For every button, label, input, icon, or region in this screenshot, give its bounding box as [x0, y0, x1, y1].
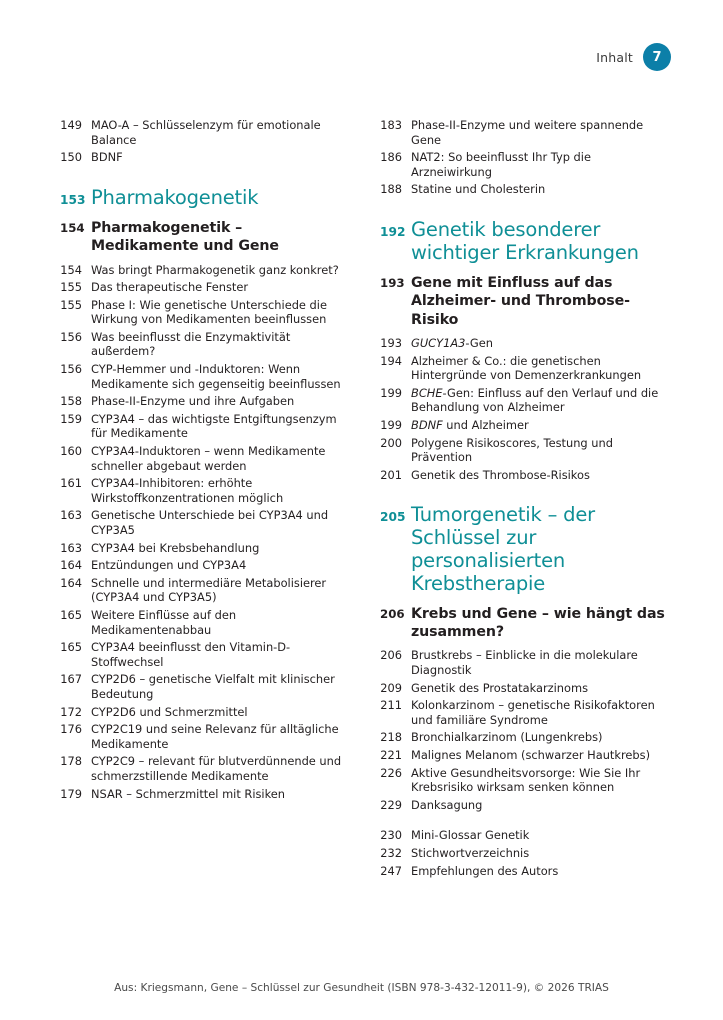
toc-entry-title: Genetik des Prostatakarzinoms	[411, 680, 589, 695]
toc-entry[interactable]	[380, 798, 670, 813]
toc-entry-title: Phase-II-Enzyme und weitere spannende Gene	[411, 118, 644, 147]
toc-entry-page-number: 155	[60, 280, 82, 295]
toc-entry[interactable]	[380, 436, 670, 465]
toc-entry-title: Entzündungen und CYP3A4	[91, 558, 247, 573]
toc-entry[interactable]	[380, 846, 670, 861]
toc-entry[interactable]	[380, 118, 670, 147]
toc-entry-title: Statine und Cholesterin	[411, 182, 546, 197]
toc-entry-page-number: 153	[60, 192, 86, 207]
toc-entry-title: CYP3A4 – das wichtigste Entgiftungsenzym für Medikamente	[91, 411, 337, 441]
toc-columns	[60, 118, 670, 881]
toc-entry-page-number: 226	[380, 765, 402, 780]
toc-entry-title: Stichwortverzeichnis	[411, 845, 530, 860]
toc-entry-title: CYP2D6 – genetische Vielfalt mit klinischer Bedeutung	[91, 672, 335, 701]
toc-entry-page-number: 200	[380, 435, 402, 450]
toc-entry-title: CYP2C19 und seine Relevanz für alltägliche Medikamente	[91, 722, 339, 751]
toc-entry-title: Aktive Gesundheitsvorsorge: Wie Sie Ihr Krebsrisiko wirksam senken können	[411, 765, 641, 795]
toc-entry[interactable]	[60, 722, 350, 751]
toc-entry-title: Gene mit Einfluss auf das Alzheimer- und Thrombose-Risiko	[411, 274, 630, 328]
toc-entry-title: CYP3A4 beeinflusst den Vitamin-D-Stoffwechsel	[91, 640, 291, 669]
toc-entry[interactable]	[380, 748, 670, 763]
toc-entry-title: Phase-II-Enzyme und ihre Aufgaben	[91, 394, 295, 409]
page-footer: Aus: Kriegsmann, Gene – Schlüssel zur Gesundheit (ISBN 978-3-432-12011-9), © 2026 TRIAS	[114, 982, 609, 994]
toc-entry-page-number: 167	[60, 672, 82, 687]
toc-entry[interactable]	[60, 444, 350, 473]
toc-chapter-entry[interactable]	[60, 187, 350, 210]
page-header	[596, 43, 671, 71]
toc-column-left	[60, 118, 350, 881]
toc-entry-title: Genetische Unterschiede bei CYP3A4 und CYP3A5	[91, 508, 329, 537]
toc-entry-page-number: 178	[60, 754, 82, 769]
toc-entry-title: Was bringt Pharmakogenetik ganz konkret?	[91, 262, 339, 277]
toc-entry-page-number: 232	[380, 845, 402, 860]
toc-entry-page-number: 193	[380, 335, 402, 350]
toc-entry-title: Bronchialkarzinom (Lungenkrebs)	[411, 730, 603, 745]
toc-entry-page-number: 156	[60, 329, 82, 344]
toc-entry[interactable]	[60, 263, 350, 278]
toc-entry-title: Krebs und Gene – wie hängt das zusammen?	[411, 605, 665, 640]
toc-entry-page-number: 247	[380, 863, 402, 878]
toc-entry-title: CYP3A4 bei Krebsbehandlung	[91, 540, 260, 555]
toc-entry[interactable]	[60, 608, 350, 637]
toc-column-right	[380, 118, 670, 881]
toc-entry-title: Phase I: Wie genetische Unterschiede die Wirkung von Medikamenten beeinflussen	[91, 297, 327, 327]
toc-entry-title: GUCY1A3-Gen	[411, 335, 493, 350]
toc-entry-title: Empfehlungen des Autors	[411, 863, 559, 878]
toc-entry[interactable]	[60, 330, 350, 359]
toc-chapter-entry[interactable]	[380, 504, 670, 595]
toc-entry[interactable]	[380, 336, 670, 351]
toc-entry-page-number: 205	[380, 510, 406, 525]
toc-entry-page-number: 199	[380, 417, 402, 432]
toc-entry-title: MAO-A – Schlüsselenzym für emotionale Balance	[91, 118, 321, 147]
toc-entry-page-number: 155	[60, 297, 82, 312]
toc-entry-page-number: 164	[60, 558, 82, 573]
toc-entry-title: Pharmakogenetik	[91, 185, 259, 209]
toc-entry-page-number: 188	[380, 182, 402, 197]
toc-entry-page-number: 165	[60, 640, 82, 655]
toc-chapter-entry[interactable]	[380, 219, 670, 265]
toc-section-entry[interactable]	[380, 605, 670, 642]
toc-entry[interactable]	[380, 828, 670, 843]
toc-entry-title: Pharmakogenetik – Medikamente und Gene	[91, 219, 279, 255]
toc-entry-title: CYP3A4-Inhibitoren: erhöhte Wirkstoffkonzentrationen möglich	[91, 476, 284, 505]
toc-entry[interactable]	[60, 476, 350, 505]
toc-entry-title: Schnelle und intermediäre Metabolisierer (CYP3A4 und CYP3A5)	[91, 575, 327, 605]
toc-entry[interactable]	[380, 766, 670, 795]
toc-entry-page-number: 201	[380, 467, 402, 482]
toc-entry-page-number: 199	[380, 385, 402, 400]
toc-entry-page-number: 164	[60, 575, 82, 590]
toc-entry-page-number: 211	[380, 698, 402, 713]
toc-entry[interactable]	[60, 705, 350, 720]
toc-entry-page-number: 229	[380, 797, 402, 812]
toc-entry[interactable]	[60, 672, 350, 701]
toc-entry-page-number: 149	[60, 118, 82, 132]
toc-entry[interactable]	[380, 468, 670, 483]
page-number-badge: 7	[643, 43, 671, 71]
toc-entry-title: Weitere Einflüsse auf den Medikamentenabbau	[91, 607, 237, 637]
toc-entry[interactable]	[60, 412, 350, 441]
toc-entry-page-number: 156	[60, 362, 82, 377]
toc-entry[interactable]	[380, 354, 670, 383]
toc-entry-page-number: 154	[60, 220, 85, 235]
toc-entry[interactable]	[60, 150, 350, 165]
toc-entry-title: BCHE-Gen: Einfluss auf den Verlauf und die Behandlung von Alzheimer	[411, 385, 659, 415]
toc-entry-title: Kolonkarzinom – genetische Risikofaktoren und familiäre Syndrome	[411, 698, 655, 727]
toc-entry-title: CYP2D6 und Schmerzmittel	[91, 704, 248, 719]
toc-entry-page-number: 218	[380, 730, 402, 745]
toc-entry-title: Genetik besonderer wichtiger Erkrankungen	[411, 217, 639, 264]
toc-entry[interactable]	[380, 698, 670, 727]
toc-entry-page-number: 158	[60, 394, 82, 409]
toc-entry[interactable]	[380, 418, 670, 433]
toc-entry-title: NSAR – Schmerzmittel mit Risiken	[91, 786, 286, 801]
toc-entry-page-number: 165	[60, 607, 82, 622]
toc-entry-title: CYP2C9 – relevant für blutverdünnende und schmerzstillende Medikamente	[91, 754, 342, 783]
toc-section-entry[interactable]	[60, 219, 350, 256]
header-section-label: Inhalt	[596, 49, 633, 65]
toc-entry-page-number: 159	[60, 411, 82, 426]
toc-entry-page-number: 183	[380, 118, 402, 132]
toc-entry-title: CYP-Hemmer und -Induktoren: Wenn Medikamente sich gegenseitig beeinflussen	[91, 362, 341, 391]
toc-entry[interactable]	[380, 386, 670, 415]
toc-entry-title: Mini-Glossar Genetik	[411, 828, 530, 843]
toc-entry[interactable]	[60, 508, 350, 537]
toc-entry-title: Danksagung	[411, 797, 483, 812]
toc-entry[interactable]	[380, 681, 670, 696]
toc-entry-title: NAT2: So beeinflusst Ihr Typ die Arzneiwirkung	[411, 150, 591, 179]
toc-entry-page-number: 150	[60, 150, 82, 165]
toc-entry-page-number: 192	[380, 224, 406, 239]
toc-entry-page-number: 172	[60, 704, 82, 719]
toc-entry-title: Das therapeutische Fenster	[91, 280, 249, 295]
toc-entry[interactable]	[380, 864, 670, 879]
toc-entry[interactable]	[380, 648, 670, 677]
toc-entry-title: BDNF	[91, 150, 123, 165]
toc-entry-page-number: 206	[380, 648, 402, 663]
toc-entry-page-number: 221	[380, 748, 402, 763]
toc-entry-page-number: 206	[380, 606, 405, 621]
toc-entry[interactable]	[60, 394, 350, 409]
toc-entry-page-number: 160	[60, 444, 82, 459]
toc-entry-page-number: 209	[380, 680, 402, 695]
toc-entry[interactable]	[60, 298, 350, 327]
toc-entry[interactable]	[60, 640, 350, 669]
toc-entry[interactable]	[60, 118, 350, 147]
toc-entry-page-number: 193	[380, 275, 405, 290]
toc-entry-page-number: 154	[60, 262, 82, 277]
toc-entry-title: Brustkrebs – Einblicke in die molekulare Diagnostik	[411, 648, 638, 678]
toc-entry-page-number: 186	[380, 150, 402, 165]
toc-entry-page-number: 230	[380, 828, 402, 843]
toc-entry-title: Malignes Melanom (schwarzer Hautkrebs)	[411, 748, 651, 763]
toc-entry-title: Alzheimer & Co.: die genetischen Hintergründe von Demenzerkrankungen	[411, 353, 642, 383]
toc-entry-title: BDNF und Alzheimer	[411, 417, 529, 432]
toc-entry-page-number: 194	[380, 353, 402, 368]
toc-entry[interactable]	[60, 754, 350, 783]
toc-entry-title: CYP3A4-Induktoren – wenn Medikamente schneller abgebaut werden	[91, 444, 326, 473]
toc-entry[interactable]	[60, 280, 350, 295]
toc-entry-page-number: 161	[60, 476, 82, 491]
toc-entry-page-number: 176	[60, 722, 82, 737]
toc-entry[interactable]	[380, 182, 670, 197]
toc-entry[interactable]	[60, 541, 350, 556]
toc-entry[interactable]	[60, 558, 350, 573]
toc-entry[interactable]	[60, 787, 350, 802]
toc-entry-page-number: 163	[60, 508, 82, 523]
toc-entry-title: Genetik des Thrombose-Risikos	[411, 467, 590, 482]
toc-entry-title: Tumorgenetik – der Schlüssel zur personalisierten Krebstherapie	[411, 503, 595, 595]
toc-entry[interactable]	[60, 576, 350, 605]
toc-entry[interactable]	[60, 362, 350, 391]
toc-section-entry[interactable]	[380, 274, 670, 329]
toc-entry-title: Was beeinflusst die Enzymaktivität außerdem?	[91, 329, 291, 359]
toc-entry[interactable]	[380, 150, 670, 179]
toc-entry-page-number: 163	[60, 540, 82, 555]
toc-entry-page-number: 179	[60, 786, 82, 801]
toc-entry[interactable]	[380, 730, 670, 745]
toc-entry-title: Polygene Risikoscores, Testung und Prävention	[411, 435, 613, 465]
